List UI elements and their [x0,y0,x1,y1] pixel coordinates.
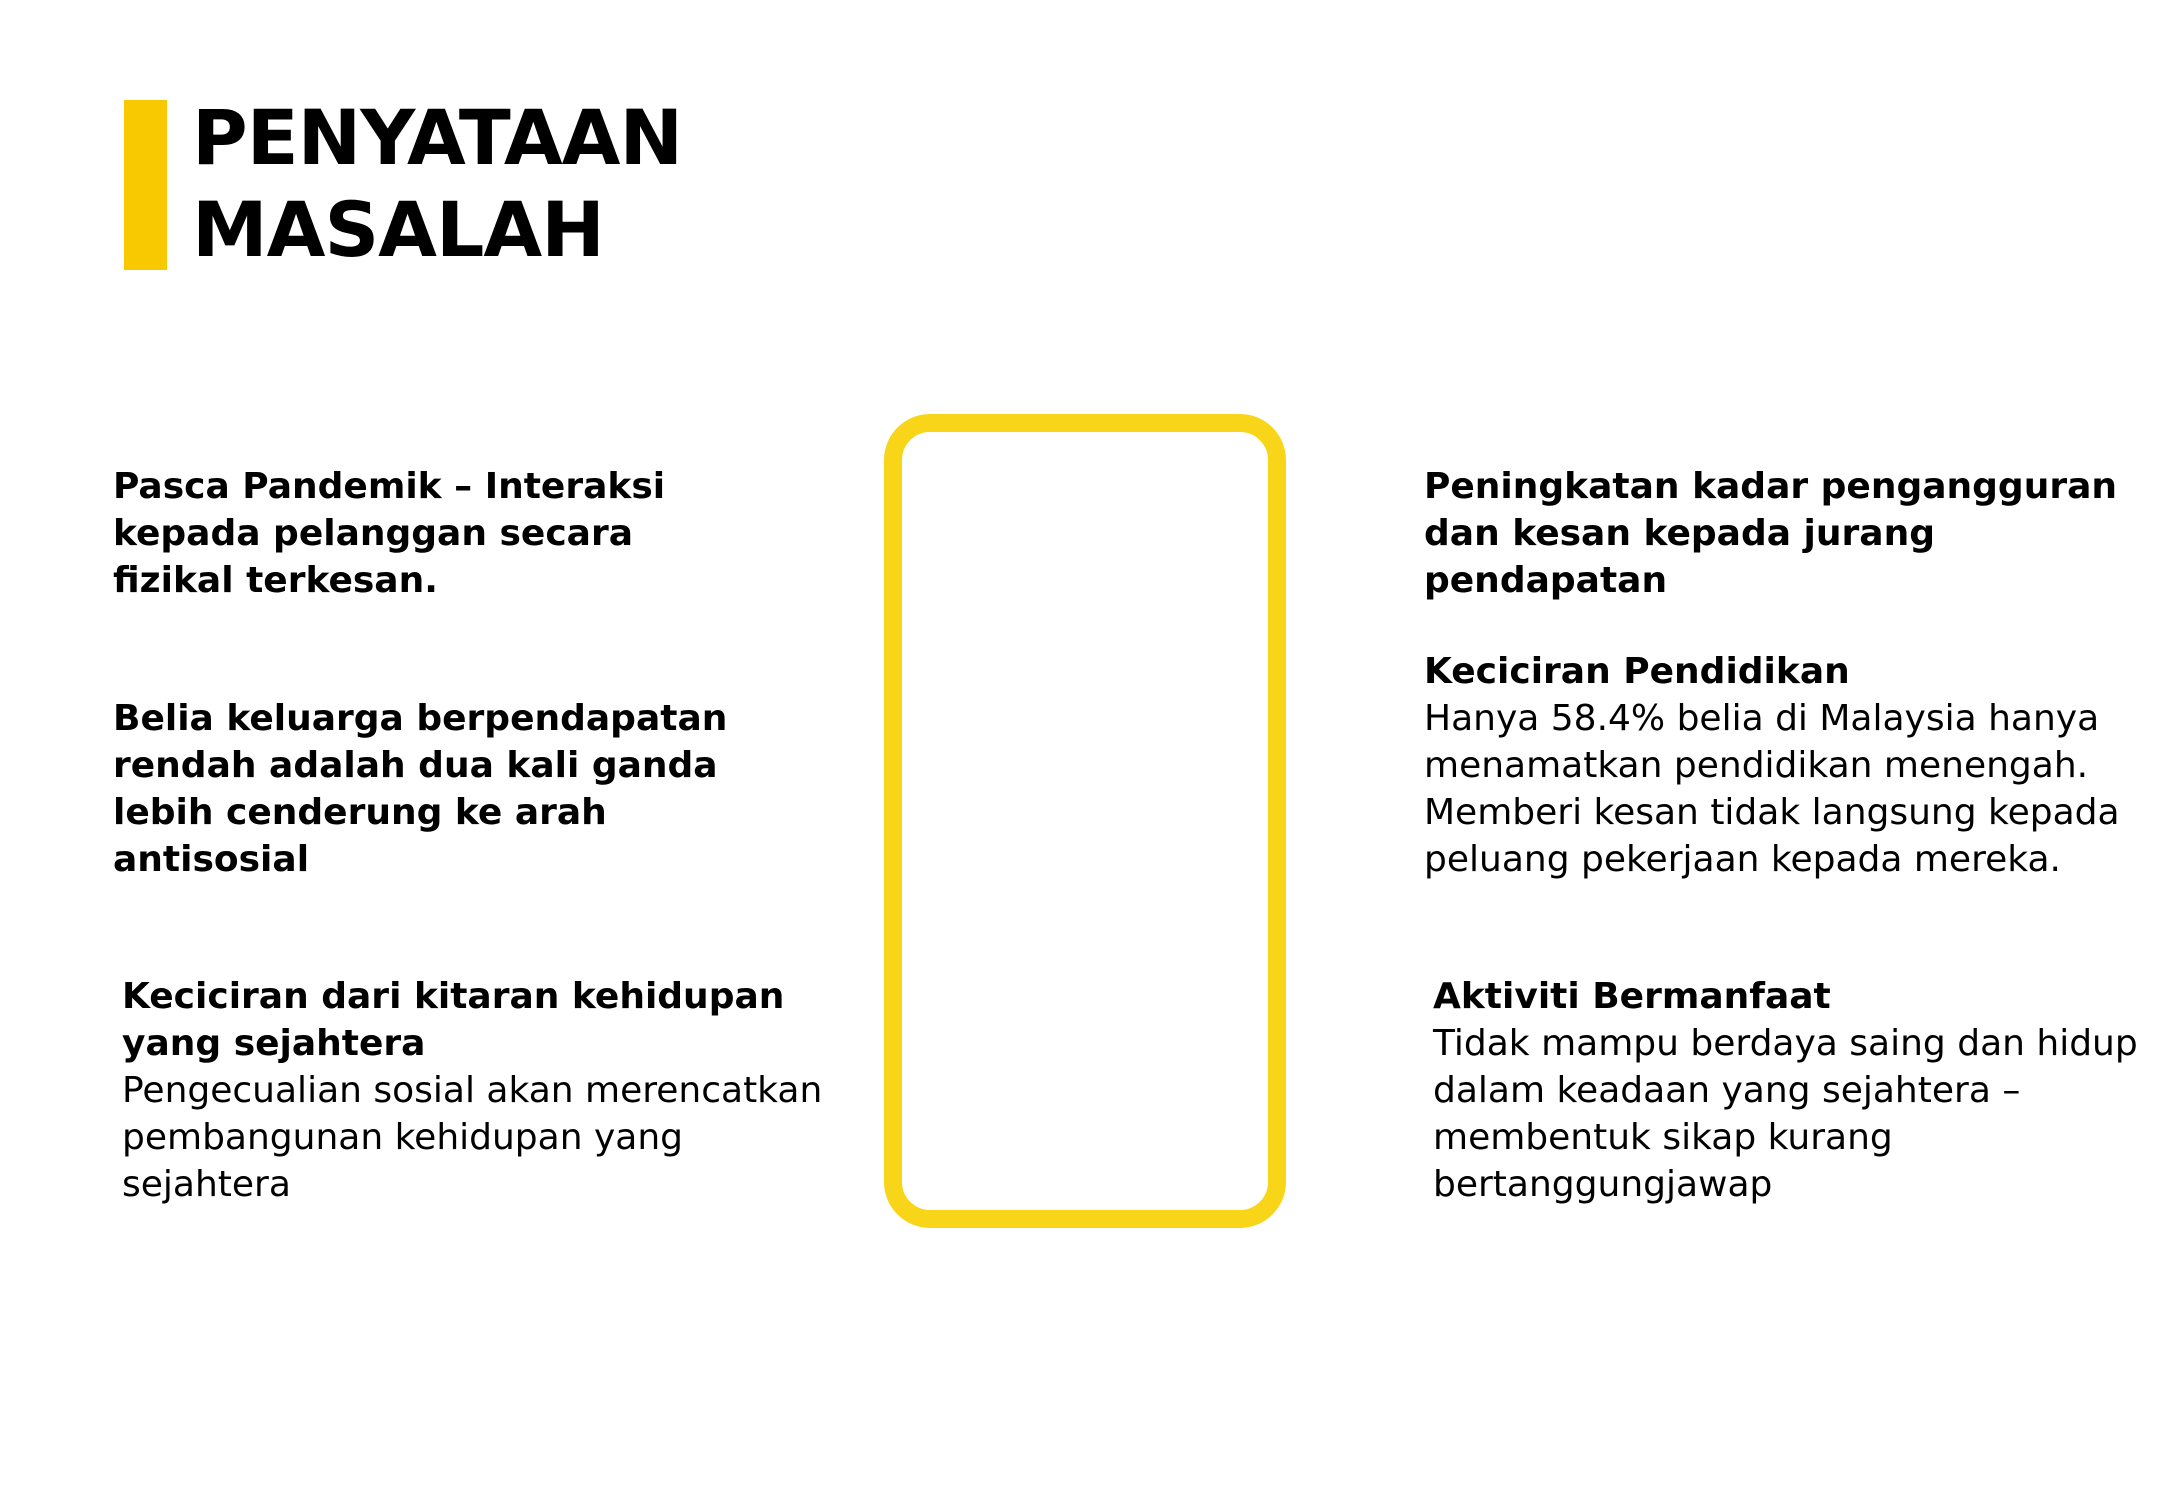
title-accent-bar [124,100,167,270]
heading-line: pendapatan [1424,560,1668,601]
body-line: menamatkan pendidikan menengah. [1424,745,2089,786]
problem-heading [113,695,727,883]
heading-line: dan kesan kepada jurang [1424,513,1935,554]
problem-body [122,1067,822,1208]
heading-line: Aktiviti Bermanfaat [1433,976,1831,1017]
body-line: membentuk sikap kurang [1433,1117,1893,1158]
title-line-1: PENYATAAN [192,93,683,182]
heading-line: rendah adalah dua kali ganda [113,745,718,786]
title-line-2: MASALAH [192,185,604,274]
problem-block-left-2 [113,695,727,883]
body-line: Pengecualian sosial akan merencatkan [122,1070,823,1111]
body-line: dalam keadaan yang sejahtera – [1433,1070,2021,1111]
heading-line: Belia keluarga berpendapatan [113,698,728,739]
body-line: Tidak mampu berdaya saing dan hidup [1433,1023,2138,1064]
phone-outline-frame [884,414,1286,1228]
problem-heading [122,973,822,1067]
problem-block-left-1 [113,463,665,604]
heading-line: yang sejahtera [122,1023,426,1064]
heading-line: Keciciran Pendidikan [1424,651,1850,692]
body-line: sejahtera [122,1164,291,1205]
heading-line: antisosial [113,839,310,880]
body-line: Memberi kesan tidak langsung kepada [1424,792,2120,833]
problem-block-right-1 [1424,463,2117,604]
heading-line: Peningkatan kadar pengangguran [1424,466,2117,507]
heading-line: Keciciran dari kitaran kehidupan [122,976,785,1017]
heading-line: kepada pelanggan secara [113,513,634,554]
problem-heading [1424,463,2117,604]
problem-heading [1433,973,2138,1020]
heading-line: lebih cenderung ke arah [113,792,607,833]
body-line: peluang pekerjaan kepada mereka. [1424,839,2061,880]
problem-block-left-3 [122,973,822,1208]
problem-body [1433,1020,2138,1208]
body-line: pembangunan kehidupan yang [122,1117,684,1158]
page-title [192,92,682,276]
problem-heading [1424,648,2120,695]
heading-line: fizikal terkesan. [113,560,438,601]
body-line: bertanggungjawap [1433,1164,1773,1205]
problem-block-right-2 [1424,648,2120,883]
problem-heading [113,463,665,604]
body-line: Hanya 58.4% belia di Malaysia hanya [1424,698,2100,739]
heading-line: Pasca Pandemik – Interaksi [113,466,666,507]
problem-body [1424,695,2120,883]
problem-block-right-3 [1433,973,2138,1208]
